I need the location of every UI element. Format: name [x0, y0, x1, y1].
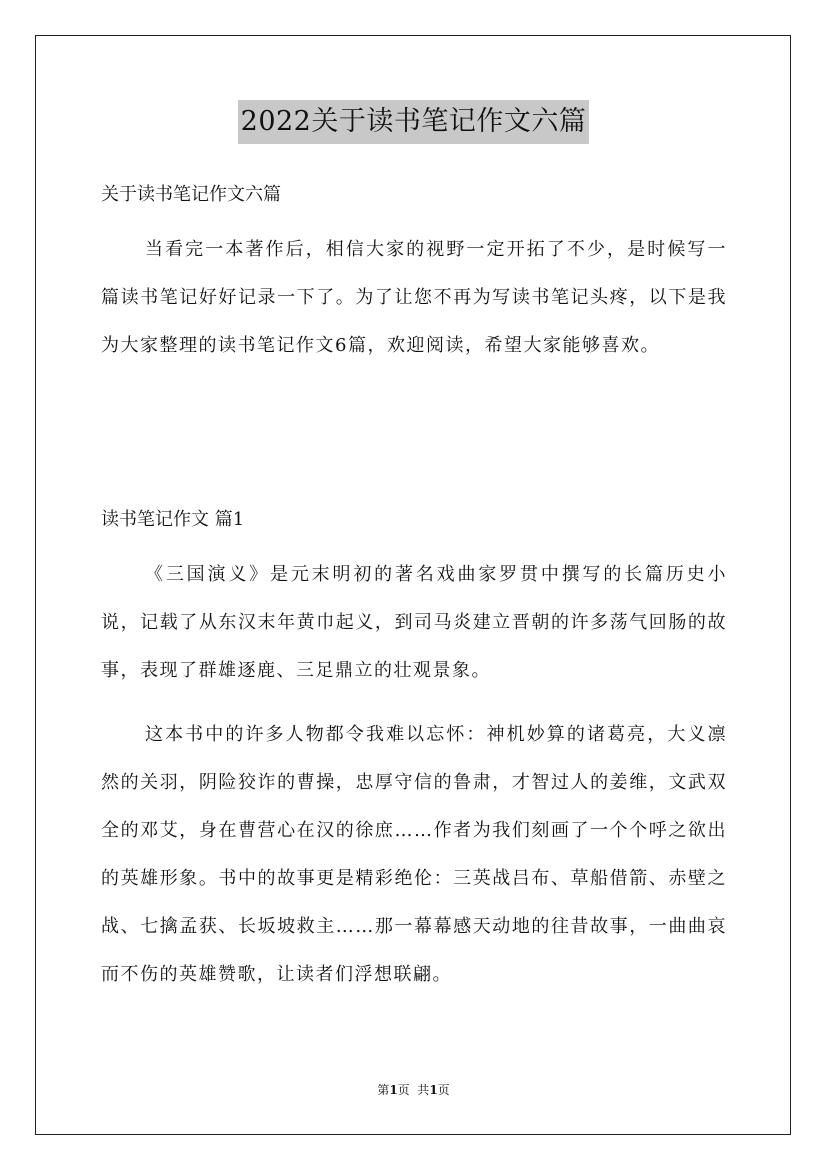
page-total: 1: [429, 1083, 438, 1097]
page-prefix: 第: [377, 1083, 390, 1097]
page-current: 1: [389, 1083, 398, 1097]
document-subtitle: 关于读书笔记作文六篇: [101, 184, 281, 205]
body-paragraph-1: 《三国演义》是元末明初的著名戏曲家罗贯中撰写的长篇历史小说，记载了从东汉末年黄巾起义，到司马炎建立晋朝的许多荡气回肠的故事，表现了群雄逐鹿、三足鼎立的壮观景象。: [101, 564, 727, 681]
page-mid: 页 共: [397, 1083, 430, 1097]
body-paragraph-2: 这本书中的许多人物都令我难以忘怀：神机妙算的诸葛亮，大义凛然的关羽，阴险狡诈的曹操，忠厚守信的鲁肃，才智过人的姜维，文武双全的邓艾，身在曹营心在汉的徐庶……作者为我们刻画了一个个呼之欲出的英雄形象。书中的故事更是精彩绝伦：三英战吕布、草船借箭、赤壁之战、七擒孟获、长坂坡救主……那一幕幕感天动地的往昔故事，一曲曲哀而不伤的英雄赞歌，让读者们浮想联翩。: [101, 724, 727, 985]
document-title: 2022关于读书笔记作文六篇: [238, 100, 590, 144]
section-heading: 读书笔记作文 篇1: [101, 509, 245, 530]
document-title-block: [0, 100, 827, 144]
page-suffix: 页: [437, 1083, 450, 1097]
intro-paragraph: 当看完一本著作后，相信大家的视野一定开拓了不少，是时候写一篇读书笔记好好记录一下了。为了让您不再为写读书笔记头疼，以下是我为大家整理的读书笔记作文6篇，欢迎阅读，希望大家能够喜欢。: [101, 239, 727, 356]
page-footer: [0, 1082, 827, 1098]
